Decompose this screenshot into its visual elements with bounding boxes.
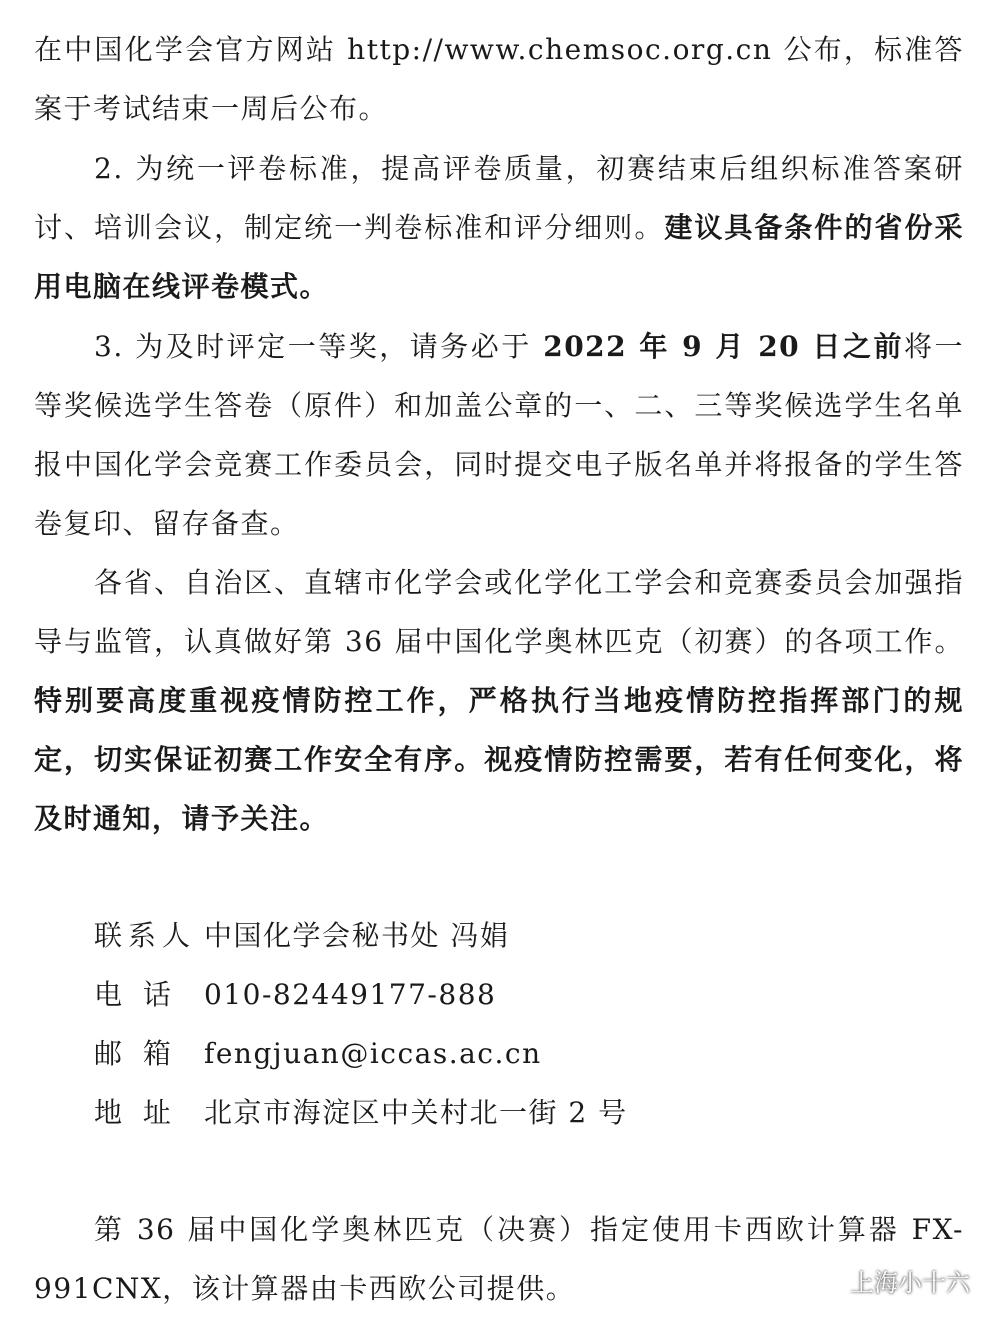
paragraph-first-prize bbox=[34, 317, 964, 553]
paragraph-supervision bbox=[34, 553, 964, 848]
paragraph-publication-text: 在中国化学会官方网站 http://www.chemsoc.org.cn 公布，标准答案于考试结束一周后公布。 bbox=[34, 33, 964, 125]
contact-phone-label: 电 话 bbox=[94, 978, 177, 1011]
watermark bbox=[810, 1262, 970, 1298]
contact-block bbox=[94, 906, 964, 1142]
contact-address-label: 地 址 bbox=[94, 1096, 177, 1129]
paragraph-grading-text: 2. 为统一评卷标准，提高评卷质量，初赛结束后组织标准答案研讨、培训会议，制定统一判卷标准和评分细则。 bbox=[34, 152, 964, 244]
watermark-text: 上海小十六 bbox=[850, 1268, 970, 1297]
paragraph-supervision-text: 各省、自治区、直辖市化学会或化学化工学会和竞赛委员会加强指导与监管，认真做好第 36 届中国化学奥林匹克（初赛）的各项工作。 bbox=[34, 566, 964, 658]
paragraph-grading-emphasis: 建议具备条件的省份采用电脑在线评卷模式。 bbox=[34, 211, 964, 303]
calculator-note-text: 第 36 届中国化学奥林匹克（决赛）指定使用卡西欧计算器 FX-991CNX，该计算器由卡西欧公司提供。 bbox=[34, 1213, 964, 1305]
contact-phone-row bbox=[94, 965, 964, 1024]
contact-email-label: 邮 箱 bbox=[94, 1037, 177, 1070]
paragraph-grading bbox=[34, 139, 964, 316]
contact-person-row bbox=[94, 906, 964, 965]
paragraph-first-prize-text-b: 将一等奖候选学生答卷（原件）和加盖公章的一、二、三等奖候选学生名单报中国化学会竞赛工作委员会，同时提交电子版名单并将报备的学生答卷复印、留存备查。 bbox=[34, 330, 964, 540]
contact-email-row bbox=[94, 1024, 964, 1083]
contact-address-row bbox=[94, 1083, 964, 1142]
paragraph-supervision-emphasis: 特别要高度重视疫情防控工作，严格执行当地疫情防控指挥部门的规定，切实保证初赛工作安全有序。视疫情防控需要，若有任何变化，将及时通知，请予关注。 bbox=[34, 684, 964, 835]
contact-phone-value: 010-82449177-888 bbox=[204, 978, 497, 1011]
contact-person-value: 中国化学会秘书处 冯娟 bbox=[204, 919, 510, 952]
paragraph-first-prize-text-a: 3. 为及时评定一等奖，请务必于 bbox=[94, 330, 544, 363]
calculator-note bbox=[34, 1200, 964, 1318]
paragraph-first-prize-deadline: 2022 年 9 月 20 日之前 bbox=[543, 330, 904, 363]
contact-email-value: fengjuan@iccas.ac.cn bbox=[204, 1037, 542, 1070]
paragraph-publication bbox=[34, 20, 964, 138]
contact-address-value: 北京市海淀区中关村北一街 2 号 bbox=[204, 1096, 628, 1129]
wechat-icon bbox=[810, 1265, 844, 1295]
contact-person-label: 联系人 bbox=[94, 919, 197, 952]
